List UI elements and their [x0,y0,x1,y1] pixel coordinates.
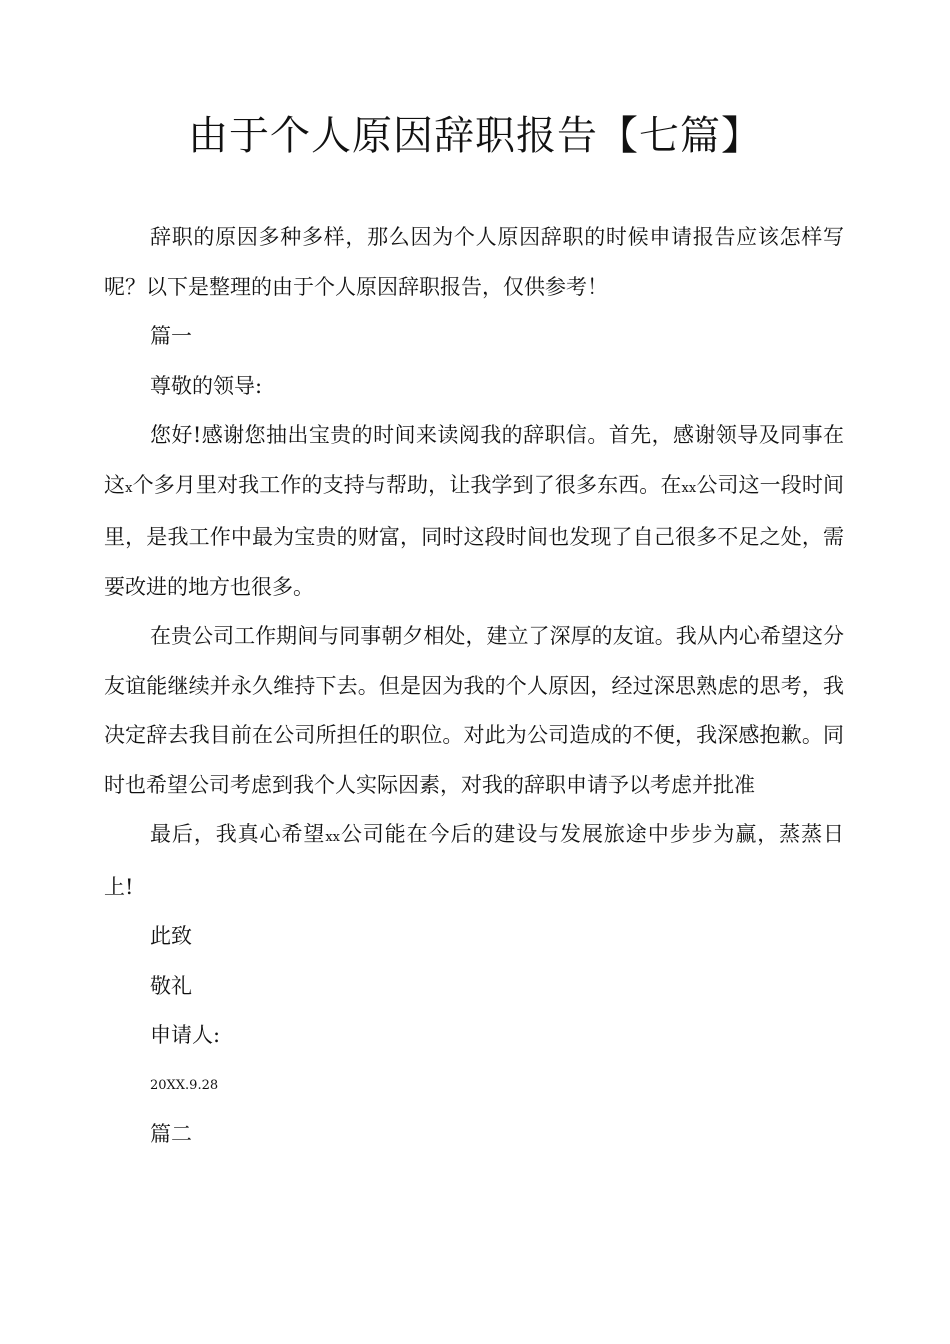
placeholder-xx: xx [325,830,340,845]
placeholder-x: x [125,480,133,496]
salutation: 尊敬的领导: [150,373,263,398]
letter-paragraph-2: 在贵公司工作期间与同事朝夕相处，建立了深厚的友谊。我从内心希望这分友谊能继续并永久维持下去。但是因为我的个人原因，经过深思熟虑的思考，我决定辞去我目前在公司所担任的职位。对此为公司造成的不便，我深感抱歉。同时也希望公司考虑到我个人实际因素，对我的辞职申请予以考虑并批准 [104,624,844,797]
letter-date: 20XX.9.28 [150,1077,219,1093]
document-body [104,213,844,1160]
placeholder-xx: xx [681,480,697,496]
applicant-label: 申请人: [150,1023,221,1047]
paragraph-text: 公司能在今后的建设与发展旅途中步步为赢，蒸蒸日上! [104,822,844,899]
letter-paragraph-3 [104,810,844,912]
paragraph-text: 最后，我真心希望 [150,822,326,846]
intro-paragraph: 辞职的原因多种多样，那么因为个人原因辞职的时候申请报告应该怎样写呢？以下是整理的由于个人原因辞职报告，仅供参考！ [104,225,844,299]
document-title: 由于个人原因辞职报告【七篇】 [188,113,762,159]
section-heading-1: 篇一 [150,324,192,348]
closing-line-1: 此致 [150,924,192,948]
paragraph-text: 个多月里对我工作的支持与帮助，让我学到了很多东西。在 [132,472,682,497]
paragraph-text: 您好!感谢您抽出宝贵的时间来读阅我的辞职信。首先，感谢领导及同事在这 [104,423,844,497]
paragraph-text: 公司这一段时间里，是我工作中最为宝贵的财富，同时这段时间也发现了自己很多不足之处，需要改进的地方也很多。 [104,472,845,599]
closing-line-2: 敬礼 [150,973,192,998]
section-heading-2: 篇二 [150,1122,192,1146]
letter-paragraph-1 [104,411,844,612]
